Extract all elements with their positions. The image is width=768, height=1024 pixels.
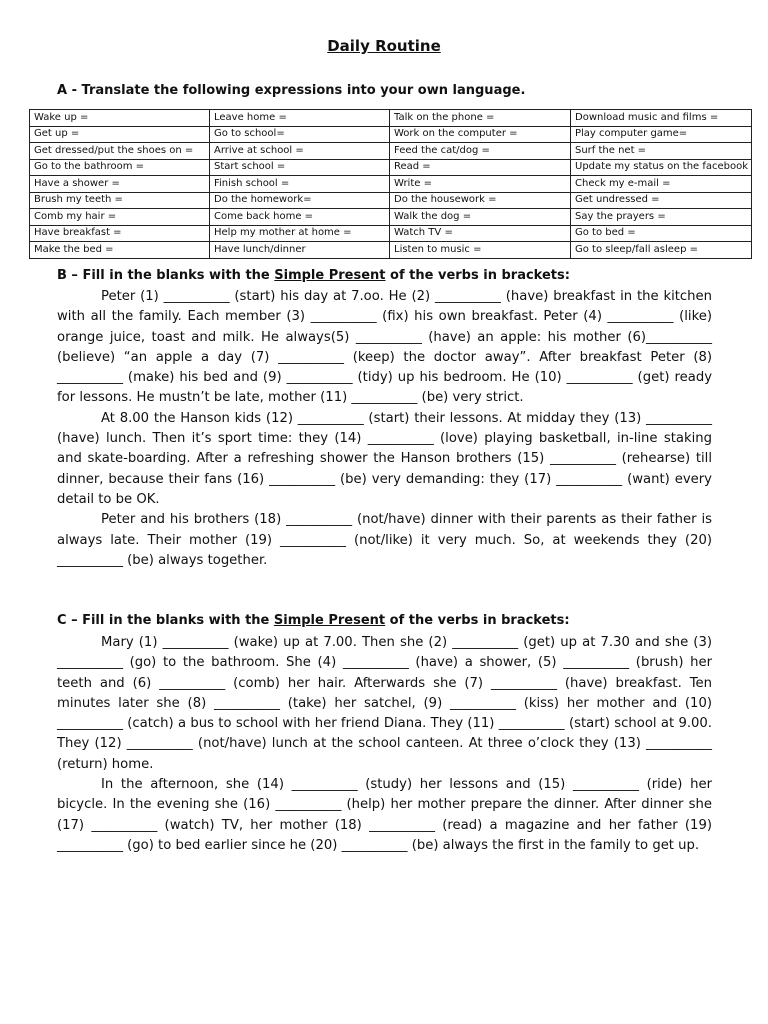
table-cell: Read = [390,159,571,176]
table-cell: Wake up = [30,110,210,127]
section-b-heading-pre: B – Fill in the blanks with the [57,268,275,283]
page-title: Daily Routine [327,37,441,55]
table-cell: Surf the net = [571,143,752,160]
section-b-paragraph-1: Peter (1) __________ (start) his day at 7.oo. He (2) __________ (have) breakfast in the kitchen with all the family. Each member (3) __________ (fix) his own breakfast. Peter (4) __________ (like) orange juice, toast and milk. He always(5) __________ (have) an apple: his mother (6)__________ (believe) “an apple a day (7) __________ (keep) the doctor away”. After breakfast Peter (8) __________ (make) his bed and (9) __________ (tidy) up his bedroom. He (10) __________ (get) ready for lessons. He mustn’t be late, mother (11) __________ (be) very strict. [57,289,712,406]
table-cell: Do the housework = [390,192,571,209]
table-cell: Arrive at school = [210,143,390,160]
table-cell: Comb my hair = [30,209,210,226]
section-b-heading-underlined: Simple Present [274,268,386,283]
table-row [30,110,752,127]
table-cell: Say the prayers = [571,209,752,226]
table-cell: Get dressed/put the shoes on = [30,143,210,160]
section-c-paragraph-2: In the afternoon, she (14) __________ (study) her lessons and (15) __________ (ride) her bicycle. In the evening she (16) __________ (help) her mother prepare the dinner. After dinner she (17) __________ (watch) TV, her mother (18) __________ (read) a magazine and her father (19) __________ (go) to bed earlier since he (20) __________ (be) always the first in the family to get up. [57,777,712,853]
table-cell: Go to the bathroom = [30,159,210,176]
section-b-heading [57,268,570,283]
table-cell: Do the homework= [210,192,390,209]
table-row [30,209,752,226]
table-cell: Get up = [30,126,210,143]
table-cell: Leave home = [210,110,390,127]
table-cell: Check my e-mail = [571,176,752,193]
section-b-text [57,287,712,571]
table-cell: Make the bed = [30,242,210,259]
section-c-heading-underlined: Simple Present [273,613,386,628]
table-row [30,176,752,193]
table-row [30,225,752,242]
expressions-table-body [30,110,752,259]
table-cell: Brush my teeth = [30,192,210,209]
table-cell: Go to bed = [571,225,752,242]
table-cell: Go to sleep/fall asleep = [571,242,752,259]
table-cell: Download music and films = [571,110,752,127]
table-cell: Play computer game= [571,126,752,143]
section-c-heading-post: of the verbs in brackets: [385,613,570,628]
table-row [30,242,752,259]
table-cell: Finish school = [210,176,390,193]
section-c-heading-pre: C – Fill in the blanks with the [57,613,274,628]
table-cell: Talk on the phone = [390,110,571,127]
table-cell: Help my mother at home = [210,225,390,242]
table-cell: Work on the computer = [390,126,571,143]
section-b-paragraph-2: At 8.00 the Hanson kids (12) __________ (start) their lessons. At midday they (13) __________ (have) lunch. Then it’s sport time: they (14) __________ (love) playing basketball, in-line staking and skate-boarding. After a refreshing shower the Hanson brothers (15) __________ (rehearse) till dinner, because their fans (16) __________ (be) very demanding: they (17) __________ (want) every detail to be OK. [57,410,712,507]
section-c-paragraph-1: Mary (1) __________ (wake) up at 7.00. Then she (2) __________ (get) up at 7.30 and she (3) __________ (go) to the bathroom. She (4) __________ (have) a shower, (5) __________ (brush) her teeth and (6) __________ (comb) her hair. Afterwards she (7) __________ (have) breakfast. Ten minutes later she (8) __________ (take) her satchel, (9) __________ (kiss) her mother and (10) __________ (catch) a bus to school with her friend Diana. They (11) __________ (start) school at 9.00. They (12) __________ (not/have) lunch at the school canteen. At three o’clock they (13) __________ (return) home. [57,635,712,772]
table-row [30,159,752,176]
expressions-table [29,109,752,259]
table-cell: Write = [390,176,571,193]
table-row [30,192,752,209]
table-cell: Feed the cat/dog = [390,143,571,160]
table-cell: Listen to music = [390,242,571,259]
table-cell: Update my status on the facebook [571,159,752,176]
table-cell: Watch TV = [390,225,571,242]
table-cell: Start school = [210,159,390,176]
table-row [30,126,752,143]
table-cell: Have lunch/dinner [210,242,390,259]
section-c-heading [57,613,570,628]
section-a-heading: A - Translate the following expressions into your own language. [57,83,526,98]
table-cell: Get undressed = [571,192,752,209]
table-cell: Have breakfast = [30,225,210,242]
section-b-paragraph-3: Peter and his brothers (18) __________ (not/have) dinner with their parents as their father is always late. Their mother (19) __________ (not/like) it very much. So, at weekends they (20) __________ (be) always together. [57,512,712,568]
section-c-text [57,633,712,856]
table-cell: Come back home = [210,209,390,226]
table-cell: Walk the dog = [390,209,571,226]
section-b-heading-post: of the verbs in brackets: [385,268,570,283]
table-cell: Have a shower = [30,176,210,193]
table-row [30,143,752,160]
table-cell: Go to school= [210,126,390,143]
